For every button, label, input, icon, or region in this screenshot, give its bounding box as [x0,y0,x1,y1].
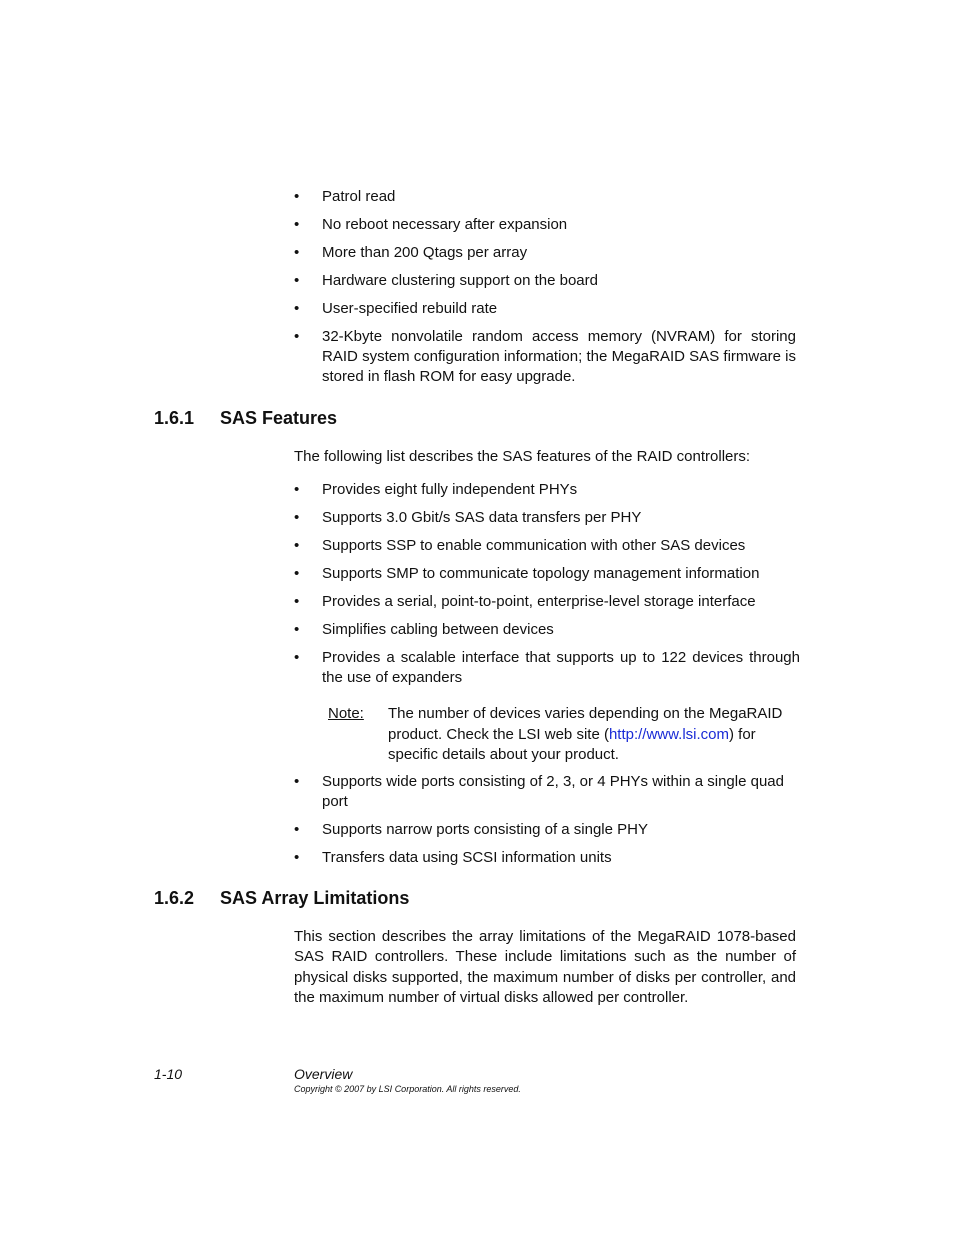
feature-list-top [294,187,800,395]
bullet-icon: • [294,272,300,289]
list-item: • Supports narrow ports consisting of a single PHY [294,821,648,838]
bullet-icon: • [294,481,300,498]
list-item: • Supports SMP to communicate topology management information [294,565,760,582]
bullet-icon: • [294,300,300,317]
bullet-icon: • [294,509,300,526]
list-item: • Provides a scalable interface that supports up to 122 devices through the use of expanders [294,649,800,686]
footer-page-number: 1-10 [154,1066,183,1082]
section-paragraph: This section describes the array limitations of the MegaRAID 1078-based SAS RAID controllers. These include limitations such as the number of physical disks supported, the maximum number of disks per controller, and the maximum number of virtual disks allowed per controller. [294,928,796,1006]
list-item: • Provides eight fully independent PHYs [294,481,578,498]
section-heading-1-6-1 [154,407,337,429]
list-item: • Supports SSP to enable communication with other SAS devices [294,537,746,554]
bullet-icon: • [294,537,300,554]
section-title: SAS Features [220,408,338,428]
bullet-icon: • [294,821,300,838]
section-number: 1.6.2 [154,888,195,908]
bullet-icon: • [294,188,300,205]
note-text: The number of devices varies depending on the MegaRAID product. Check the LSI web site (http://www.lsi.com) for specific details about your product. [388,705,783,763]
section-number: 1.6.1 [154,408,195,428]
list-item: • No reboot necessary after expansion [294,216,568,233]
note-block [328,704,798,766]
list-item: • More than 200 Qtags per array [294,244,528,261]
section-intro: The following list describes the SAS features of the RAID controllers: [294,448,751,465]
lsi-website-link[interactable]: http://www.lsi.com [608,725,729,743]
list-item: • User-specified rebuild rate [294,300,498,317]
list-item: • Supports wide ports consisting of 2, 3, or 4 PHYs within a single quad port [294,773,784,810]
footer-copyright: Copyright © 2007 by LSI Corporation. All rights reserved. [294,1084,521,1094]
footer-chapter-title: Overview [294,1066,353,1082]
bullet-icon: • [294,328,300,345]
bullet-icon: • [294,593,300,610]
list-item: • Supports 3.0 Gbit/s SAS data transfers per PHY [294,509,642,526]
list-item: • 32-Kbyte nonvolatile random access memory (NVRAM) for storing RAID system configuration information; the MegaRAID SAS firmware is stored in flash ROM for easy upgrade. [294,328,796,385]
list-item: • Simplifies cabling between devices [294,621,554,638]
note-label: Note: [328,705,364,722]
bullet-icon: • [294,773,300,790]
sas-feature-list-continued [294,772,800,876]
bullet-icon: • [294,649,300,666]
bullet-icon: • [294,621,300,638]
bullet-icon: • [294,849,300,866]
section-title: SAS Array Limitations [220,888,410,908]
list-item: • Patrol read [294,188,396,205]
bullet-icon: • [294,244,300,261]
section-heading-1-6-2 [154,887,409,909]
list-item: • Transfers data using SCSI information units [294,849,612,866]
list-item: • Hardware clustering support on the board [294,272,598,289]
sas-feature-list [294,480,800,696]
bullet-icon: • [294,216,300,233]
list-item: • Provides a serial, point-to-point, enterprise-level storage interface [294,593,756,610]
bullet-icon: • [294,565,300,582]
